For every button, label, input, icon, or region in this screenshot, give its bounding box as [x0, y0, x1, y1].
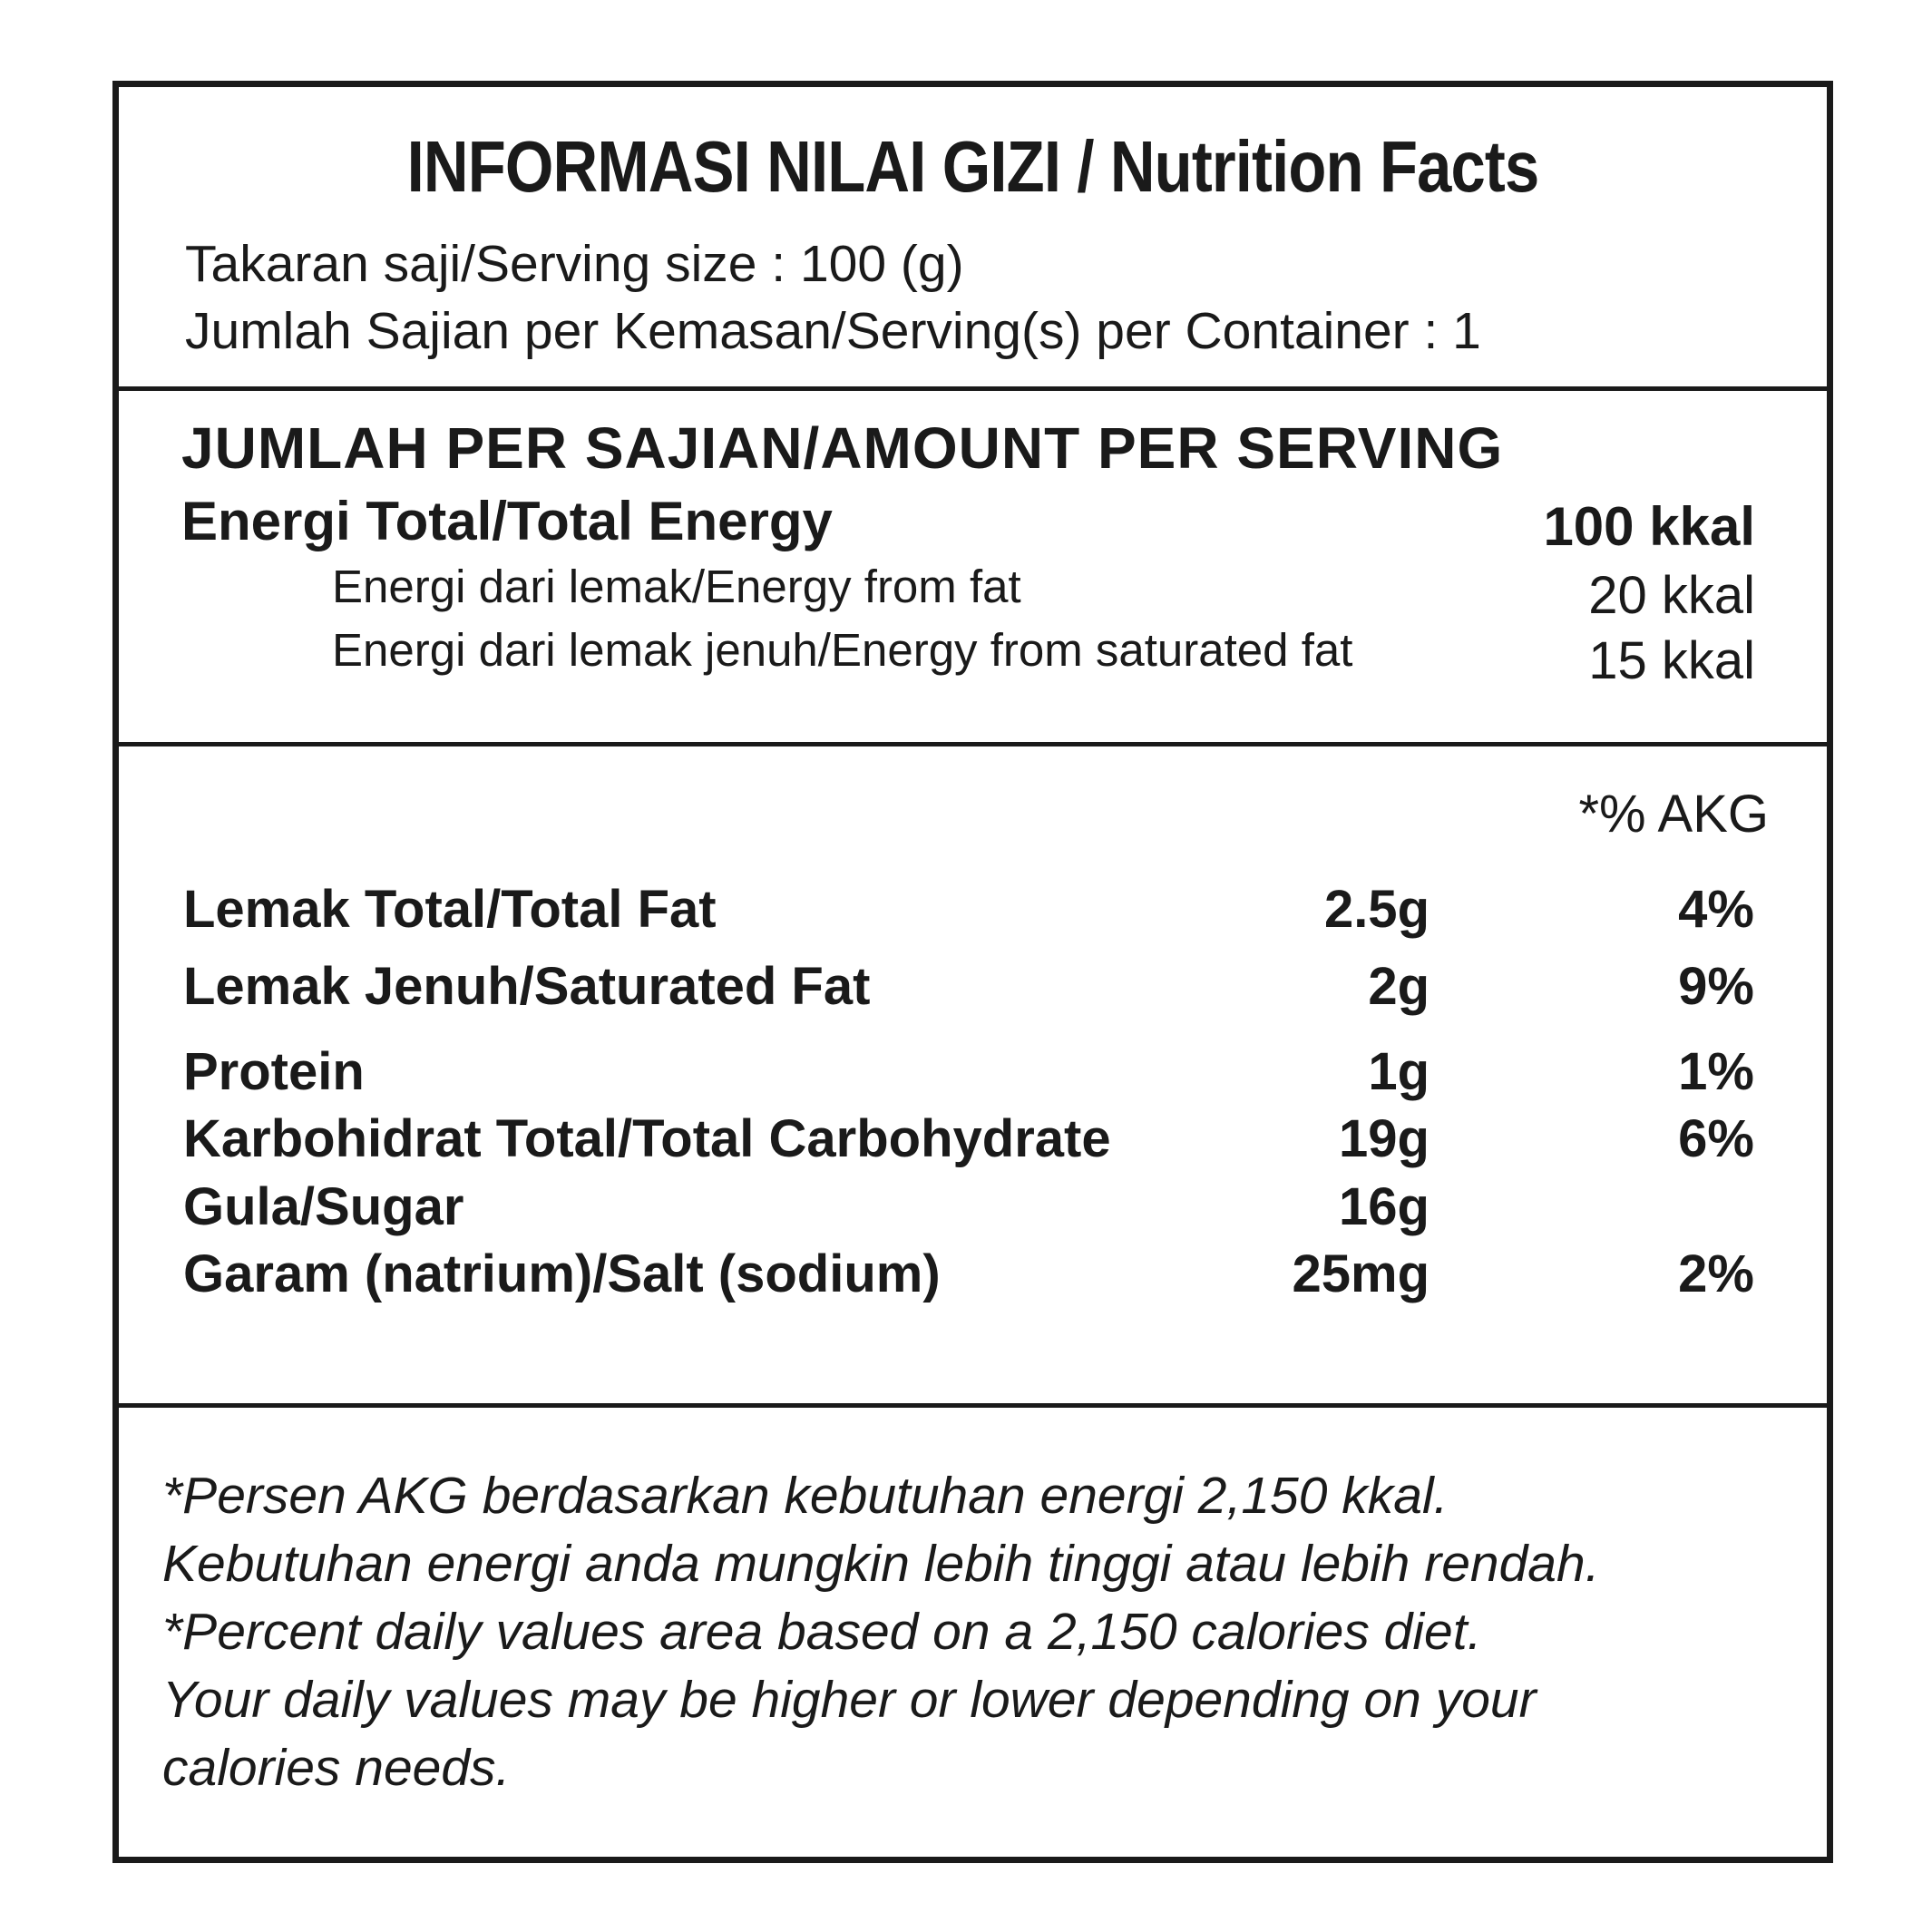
- energy-from-sat-fat-label: Energi dari lemak jenuh/Energy from saturated fat: [332, 624, 1353, 676]
- divider-1: [119, 386, 1827, 391]
- nutrient-amount-sugar: 16g: [1339, 1177, 1429, 1236]
- nutrient-amount-saturated-fat: 2g: [1368, 957, 1429, 1016]
- label-title: INFORMASI NILAI GIZI / Nutrition Facts: [406, 126, 1539, 207]
- nutrient-akg-saturated-fat: 9%: [1678, 957, 1754, 1016]
- footnote-line: Kebutuhan energi anda mungkin lebih tinggi atau lebih rendah.: [162, 1535, 1600, 1593]
- total-energy-label: Energi Total/Total Energy: [181, 491, 833, 551]
- nutrition-label: [112, 81, 1833, 1863]
- nutrient-akg-protein: 1%: [1678, 1042, 1754, 1101]
- nutrient-name-saturated-fat: Lemak Jenuh/Saturated Fat: [183, 957, 871, 1016]
- nutrient-name-total-carbohydrate: Karbohidrat Total/Total Carbohydrate: [183, 1109, 1111, 1168]
- total-energy-value: 100 kkal: [1543, 496, 1755, 557]
- nutrient-name-total-fat: Lemak Total/Total Fat: [183, 880, 717, 939]
- footnote-line: Your daily values may be higher or lower depending on your: [162, 1671, 1537, 1729]
- footnote-line: calories needs.: [162, 1739, 511, 1797]
- serving-size: Takaran saji/Serving size : 100 (g): [185, 235, 964, 293]
- nutrient-amount-protein: 1g: [1368, 1042, 1429, 1101]
- energy-from-sat-fat-value: 15 kkal: [1588, 631, 1755, 690]
- nutrient-name-protein: Protein: [183, 1042, 365, 1101]
- nutrient-akg-total-carbohydrate: 6%: [1678, 1109, 1754, 1168]
- divider-2: [119, 742, 1827, 746]
- nutrient-amount-total-fat: 2.5g: [1323, 880, 1429, 939]
- energy-from-fat-label: Energi dari lemak/Energy from fat: [332, 561, 1021, 612]
- nutrient-akg-total-fat: 4%: [1678, 880, 1754, 939]
- nutrient-name-sodium: Garam (natrium)/Salt (sodium): [183, 1244, 941, 1303]
- nutrient-amount-sodium: 25mg: [1292, 1244, 1429, 1303]
- footnote-line: *Persen AKG berdasarkan kebutuhan energi 2,150 kkal.: [162, 1467, 1449, 1525]
- nutrient-name-sugar: Gula/Sugar: [183, 1177, 464, 1236]
- akg-column-header: *% AKG: [1578, 785, 1769, 844]
- servings-per-container: Jumlah Sajian per Kemasan/Serving(s) per Container : 1: [185, 302, 1481, 360]
- nutrient-amount-total-carbohydrate: 19g: [1339, 1109, 1429, 1168]
- footnote-line: *Percent daily values area based on a 2,150 calories diet.: [162, 1603, 1482, 1661]
- energy-from-fat-value: 20 kkal: [1588, 566, 1755, 625]
- divider-3: [119, 1403, 1827, 1408]
- nutrient-akg-sodium: 2%: [1678, 1244, 1754, 1303]
- amount-per-serving-heading: JUMLAH PER SAJIAN/AMOUNT PER SERVING: [181, 415, 1504, 481]
